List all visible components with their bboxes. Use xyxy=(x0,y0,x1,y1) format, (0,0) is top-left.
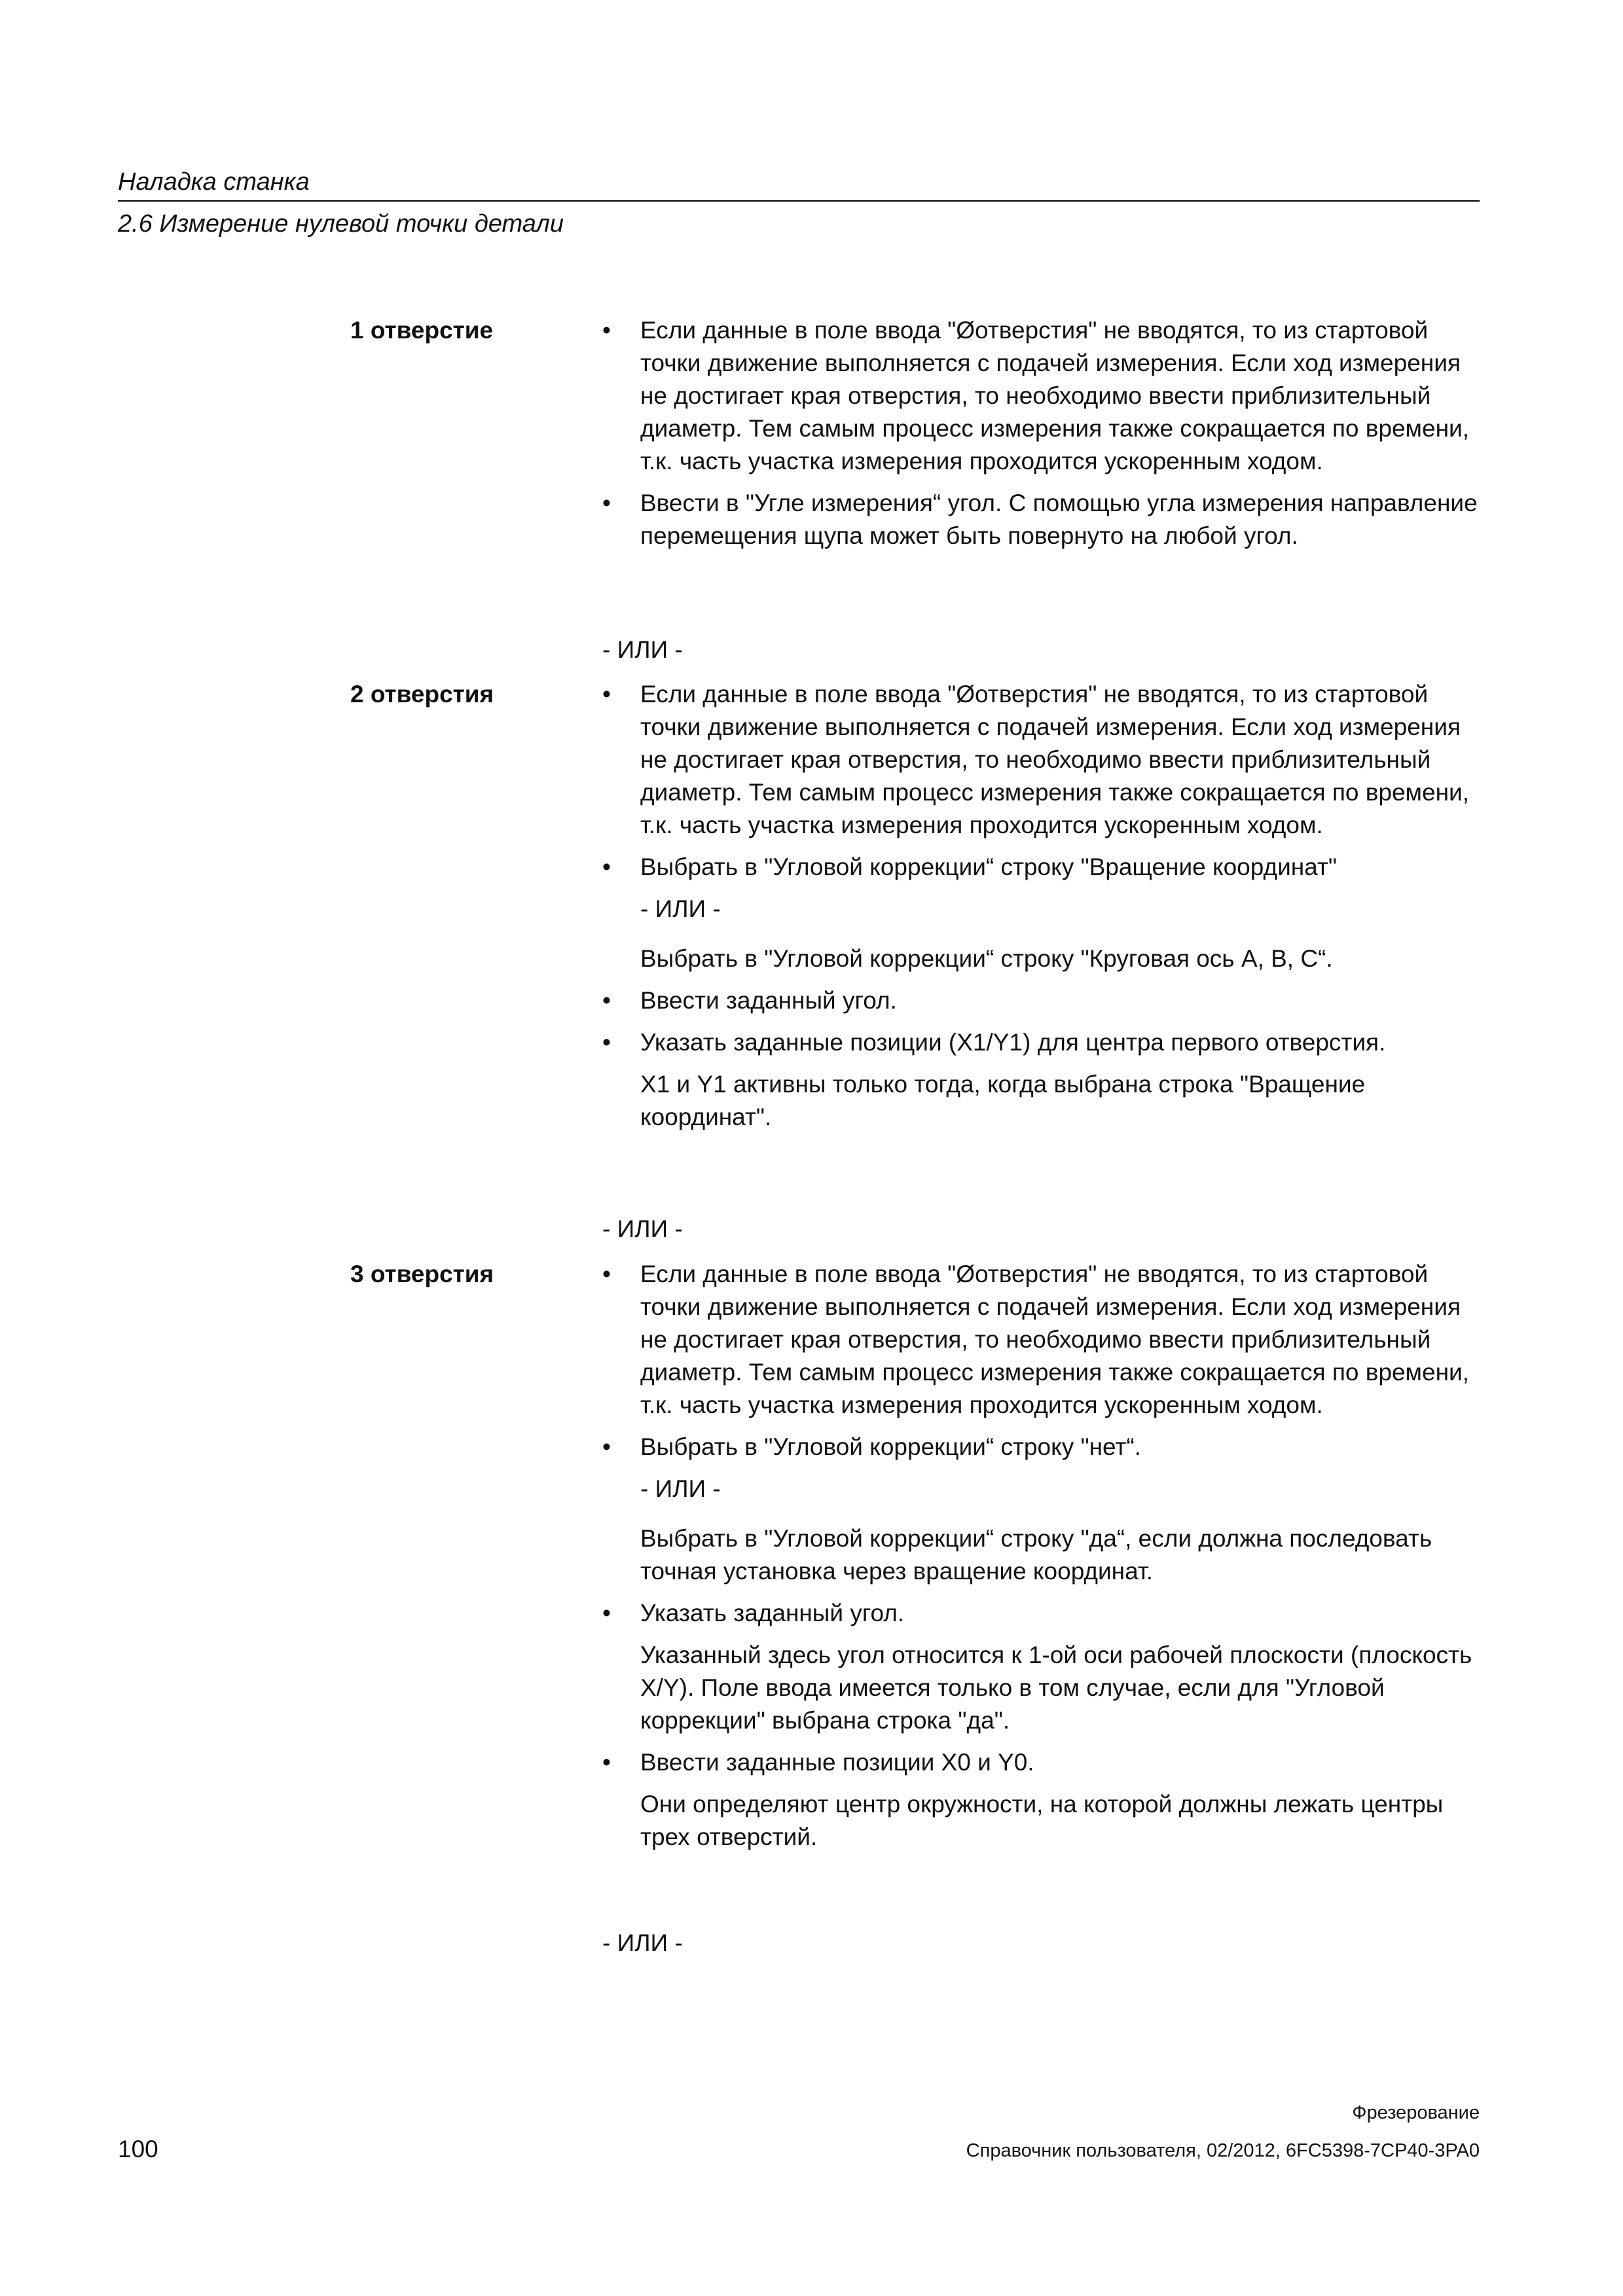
list-item xyxy=(602,1597,1480,1630)
or-separator: - ИЛИ - xyxy=(640,1475,721,1502)
bullet-icon: • xyxy=(602,1261,611,1287)
list-item-note: Они определяют центр окружности, на которой должны лежать центры трех отверстий. xyxy=(640,1791,1444,1850)
section-title: 1 отверстие xyxy=(350,317,494,344)
bullet-icon: • xyxy=(602,853,611,880)
bullet-icon: • xyxy=(602,1029,611,1056)
footer-manual-info: Справочник пользователя, 02/2012, 6FC5398-7CP40-3PA0 xyxy=(966,2140,1480,2161)
bullet-icon: • xyxy=(602,987,611,1014)
list-item-text: Указать заданные позиции (X1/Y1) для центра первого отверстия. xyxy=(640,1029,1386,1056)
or-separator: - ИЛИ - xyxy=(602,1929,683,1956)
or-separator: - ИЛИ - xyxy=(602,1215,683,1242)
or-separator: - ИЛИ - xyxy=(640,895,721,922)
section-content xyxy=(602,314,1480,562)
or-separator: - ИЛИ - xyxy=(602,636,683,663)
list-item-note: Выбрать в "Угловой коррекции“ строку "да“, если должна последовать точная установка через вращение координат. xyxy=(640,1525,1432,1585)
bullet-icon: • xyxy=(602,490,611,516)
section-content xyxy=(602,1258,1480,1863)
list-item xyxy=(602,851,1480,884)
bullet-icon: • xyxy=(602,317,611,344)
list-item-text: Указать заданный угол. xyxy=(640,1600,905,1626)
section-title: 2 отверстия xyxy=(350,681,494,708)
list-item xyxy=(602,1258,1480,1422)
running-header-section: 2.6 Измерение нулевой точки детали xyxy=(118,210,564,238)
list-item-text: Если данные в поле ввода "Øотверстия" не вводятся, то из стартовой точки движение выполняется с подачей измерения. Если ход измерения не достигает края отверстия, то необходимо ввести приблизительный диаметр. Тем самым процесс измерения также сокращается по времени, т.к. часть участка измерения проходится ускоренным ходом. xyxy=(640,1261,1469,1418)
list-item-text: Если данные в поле ввода "Øотверстия" не вводятся, то из стартовой точки движение выполняется с подачей измерения. Если ход измерения не достигает края отверстия, то необходимо ввести приблизительный диаметр. Тем самым процесс измерения также сокращается по времени, т.к. часть участка измерения проходится ускоренным ходом. xyxy=(640,317,1469,475)
page-number: 100 xyxy=(118,2136,158,2162)
list-item xyxy=(602,1746,1480,1779)
list-item-text: Если данные в поле ввода "Øотверстия" не вводятся, то из стартовой точки движение выполняется с подачей измерения. Если ход измерения не достигает края отверстия, то необходимо ввести приблизительный диаметр. Тем самым процесс измерения также сокращается по времени, т.к. часть участка измерения проходится ускоренным ходом. xyxy=(640,681,1469,838)
list-item xyxy=(602,678,1480,842)
bullet-icon: • xyxy=(602,1749,611,1776)
list-item-text: Выбрать в "Угловой коррекции“ строку "Вращение координат" xyxy=(640,853,1338,880)
list-item-text: Ввести заданный угол. xyxy=(640,987,897,1014)
section-title: 3 отверстия xyxy=(350,1261,494,1287)
footer-title: Фрезерование xyxy=(1352,2102,1480,2123)
running-header-chapter: Наладка станка xyxy=(118,168,310,196)
bullet-icon: • xyxy=(602,1600,611,1626)
list-item-text: Ввести заданные позиции X0 и Y0. xyxy=(640,1749,1034,1776)
list-item xyxy=(602,314,1480,478)
header-rule xyxy=(118,200,1480,202)
list-item xyxy=(602,1026,1480,1059)
list-item xyxy=(602,487,1480,552)
list-item xyxy=(602,1431,1480,1463)
list-item-note: Указанный здесь угол относится к 1-ой оси рабочей плоскости (плоскость X/Y). Поле ввода имеется только в том случае, если для "Угловой коррекции" выбрана строка "да". xyxy=(640,1641,1472,1734)
list-item-note: X1 и Y1 активны только тогда, когда выбрана строка "Вращение координат". xyxy=(640,1071,1366,1130)
section-content xyxy=(602,678,1480,1143)
list-item-note: Выбрать в "Угловой коррекции“ строку "Круговая ось A, B, C“. xyxy=(640,945,1333,972)
bullet-icon: • xyxy=(602,1433,611,1460)
bullet-icon: • xyxy=(602,681,611,708)
list-item-text: Выбрать в "Угловой коррекции“ строку "нет“. xyxy=(640,1433,1141,1460)
list-item xyxy=(602,984,1480,1017)
list-item-text: Ввести в "Угле измерения“ угол. С помощью угла измерения направление перемещения щупа может быть повернуто на любой угол. xyxy=(640,490,1478,549)
